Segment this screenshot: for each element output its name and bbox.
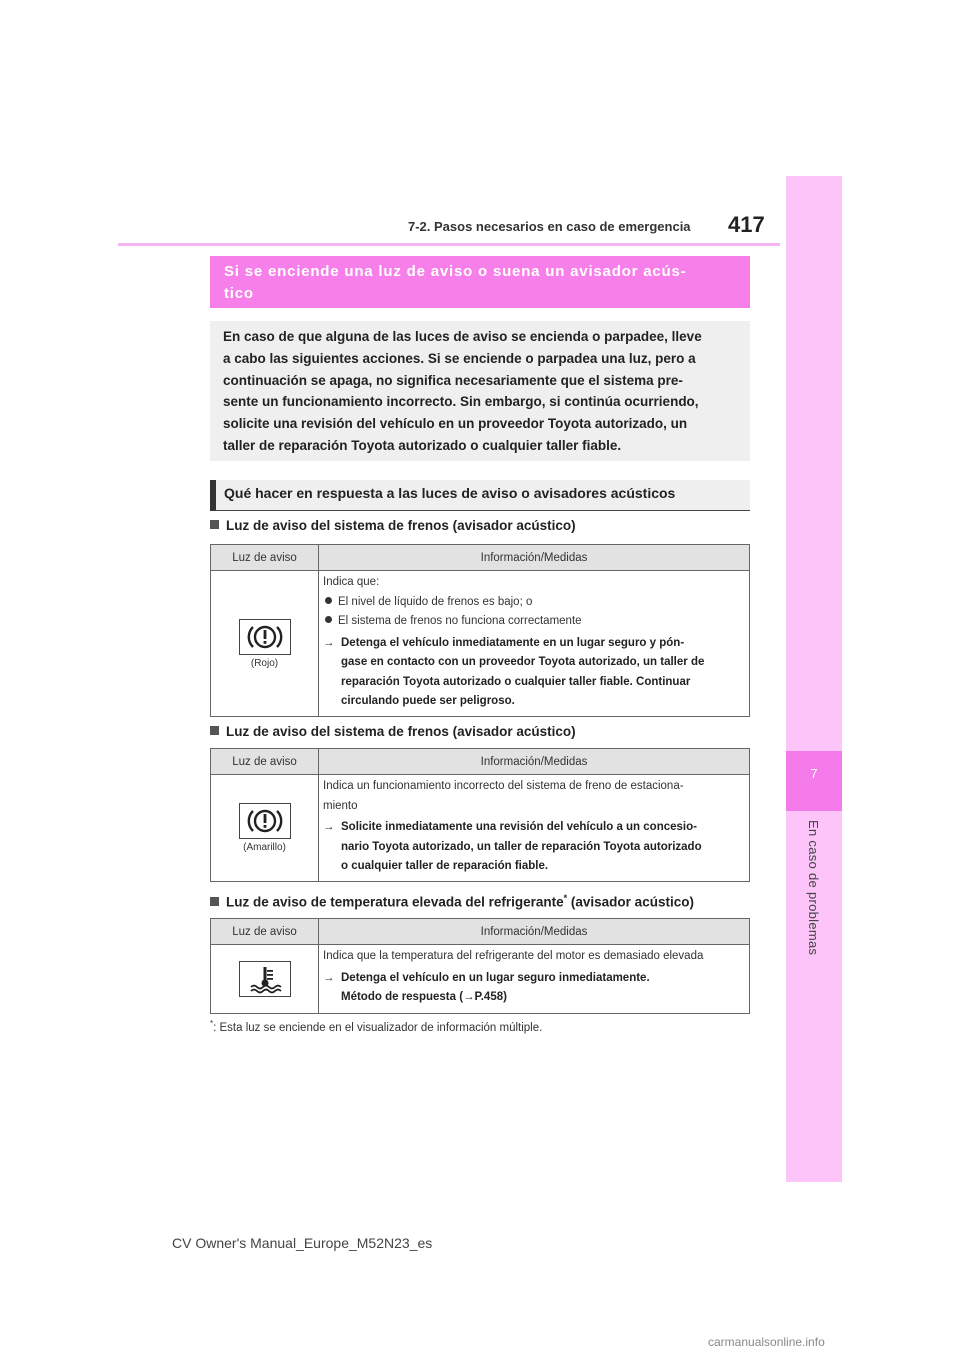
chapter-number-tab: 7 (786, 751, 842, 811)
intro-line: taller de reparación Toyota autorizado o cualquier taller fiable. (223, 437, 622, 453)
action-line: gase en contacto con un proveedor Toyota autorizado, un taller de (341, 656, 705, 668)
list-item-text: El nivel de líquido de frenos es bajo; o (338, 595, 533, 608)
info-text: Indica un funcionamiento incorrecto del sistema de freno de estaciona- (323, 780, 684, 792)
list-item (323, 612, 745, 632)
page-number: 417 (728, 212, 765, 237)
header-warning-light: Luz de aviso (211, 545, 319, 570)
item-heading-text: Luz de aviso del sistema de frenos (avisador acústico) (226, 724, 576, 739)
footnote-text: : Esta luz se enciende en el visualizador de información múltiple. (213, 1021, 543, 1034)
item-heading (210, 518, 576, 533)
warning-table (210, 748, 750, 882)
action-line: Detenga el vehículo inmediatamente en un lugar seguro y pón- (341, 636, 685, 649)
header-information: Información/Medidas (480, 551, 588, 564)
action-line: Detenga el vehículo en un lugar seguro inmediatamente. (341, 971, 650, 984)
intro-box (210, 321, 750, 461)
item-heading-text: (avisador acústico) (567, 894, 694, 910)
table-header (211, 919, 749, 945)
footnote (210, 1019, 542, 1034)
action-instruction (323, 818, 745, 877)
header-information: Información/Medidas (480, 925, 588, 938)
warning-table (210, 918, 750, 1014)
information-cell (319, 571, 749, 716)
square-bullet-icon (210, 897, 219, 906)
action-instruction (323, 634, 745, 712)
table-header (211, 749, 749, 775)
table-header (211, 545, 749, 571)
action-line: reparación Toyota autorizado o cualquier taller fiable. Continuar (341, 675, 691, 688)
item-heading-text: Luz de aviso del sistema de frenos (avisador acústico) (226, 518, 576, 533)
icon-color-caption: (Rojo) (250, 657, 279, 669)
information-cell (319, 945, 749, 1013)
header-rule (118, 243, 780, 246)
action-line: Método de respuesta (→P.458) (341, 991, 507, 1003)
brake-warning-icon (239, 803, 291, 839)
bullet-dot-icon (325, 616, 332, 623)
chapter-side-tab (786, 176, 842, 1182)
section-heading (210, 256, 750, 308)
list-item (323, 593, 745, 613)
arrow-right-icon: → (323, 821, 335, 833)
info-text: Indica que: (323, 576, 380, 588)
watermark: carmanualsonline.info (708, 1335, 825, 1349)
item-heading (210, 893, 694, 910)
header-warning-light: Luz de aviso (211, 919, 319, 944)
action-line: circulando puede ser peligroso. (341, 695, 515, 707)
chapter-title-vertical: En caso de problemas (806, 820, 821, 956)
brake-warning-icon (239, 619, 291, 655)
action-line: Solicite inmediatamente una revisión del vehículo a un concesio- (341, 821, 697, 833)
section-heading-line: Si se enciende una luz de aviso o suena un avisador acús- (224, 263, 687, 280)
section-title: 7-2. Pasos necesarios en caso de emergencia (408, 219, 691, 234)
footnote-mark: * (210, 1019, 214, 1028)
header-warning-light: Luz de aviso (211, 749, 319, 774)
intro-line: En caso de que alguna de las luces de aviso se encienda o parpadee, lleve (223, 329, 702, 344)
table-row (211, 945, 749, 1013)
intro-line: solicite una revisión del vehículo en un proveedor Toyota autorizado, un (223, 416, 688, 432)
item-heading (210, 724, 576, 739)
action-line: o cualquier taller de reparación fiable. (341, 860, 549, 872)
information-cell (319, 775, 749, 881)
arrow-right-icon: → (323, 971, 335, 984)
table-row (211, 775, 749, 881)
list-item-text: El sistema de frenos no funciona correctamente (338, 615, 582, 627)
item-heading-text: Luz de aviso de temperatura elevada del refrigerante (226, 894, 564, 910)
warning-light-cell (211, 571, 319, 716)
header-information: Información/Medidas (480, 755, 588, 768)
intro-line: a cabo las siguientes acciones. Si se enciende o parpadea una luz, pero a (223, 350, 696, 366)
warning-table (210, 544, 750, 717)
subsection-heading: Qué hacer en respuesta a las luces de aviso o avisadores acústicos (210, 480, 750, 511)
icon-color-caption: (Amarillo) (243, 842, 286, 853)
action-line: nario Toyota autorizado, un taller de reparación Toyota autorizado (341, 840, 702, 853)
info-text: Indica que la temperatura del refrigerante del motor es demasiado elevada (323, 950, 704, 962)
action-instruction (323, 969, 745, 1008)
section-heading-line: tico (224, 285, 254, 302)
document-footer: CV Owner's Manual_Europe_M52N23_es (172, 1235, 433, 1251)
intro-line: continuación se apaga, no significa necesariamente que el sistema pre- (223, 372, 683, 388)
info-text: miento (323, 799, 358, 812)
bullet-dot-icon (325, 597, 332, 604)
footnote-mark: * (563, 893, 568, 903)
warning-light-cell (211, 775, 319, 881)
arrow-right-icon: → (323, 636, 335, 649)
square-bullet-icon (210, 726, 219, 735)
intro-line: sente un funcionamiento incorrecto. Sin embargo, si continúa ocurriendo, (223, 394, 699, 410)
square-bullet-icon (210, 520, 219, 529)
table-row (211, 571, 749, 716)
warning-light-cell (211, 945, 319, 1013)
coolant-temperature-icon (239, 961, 291, 997)
